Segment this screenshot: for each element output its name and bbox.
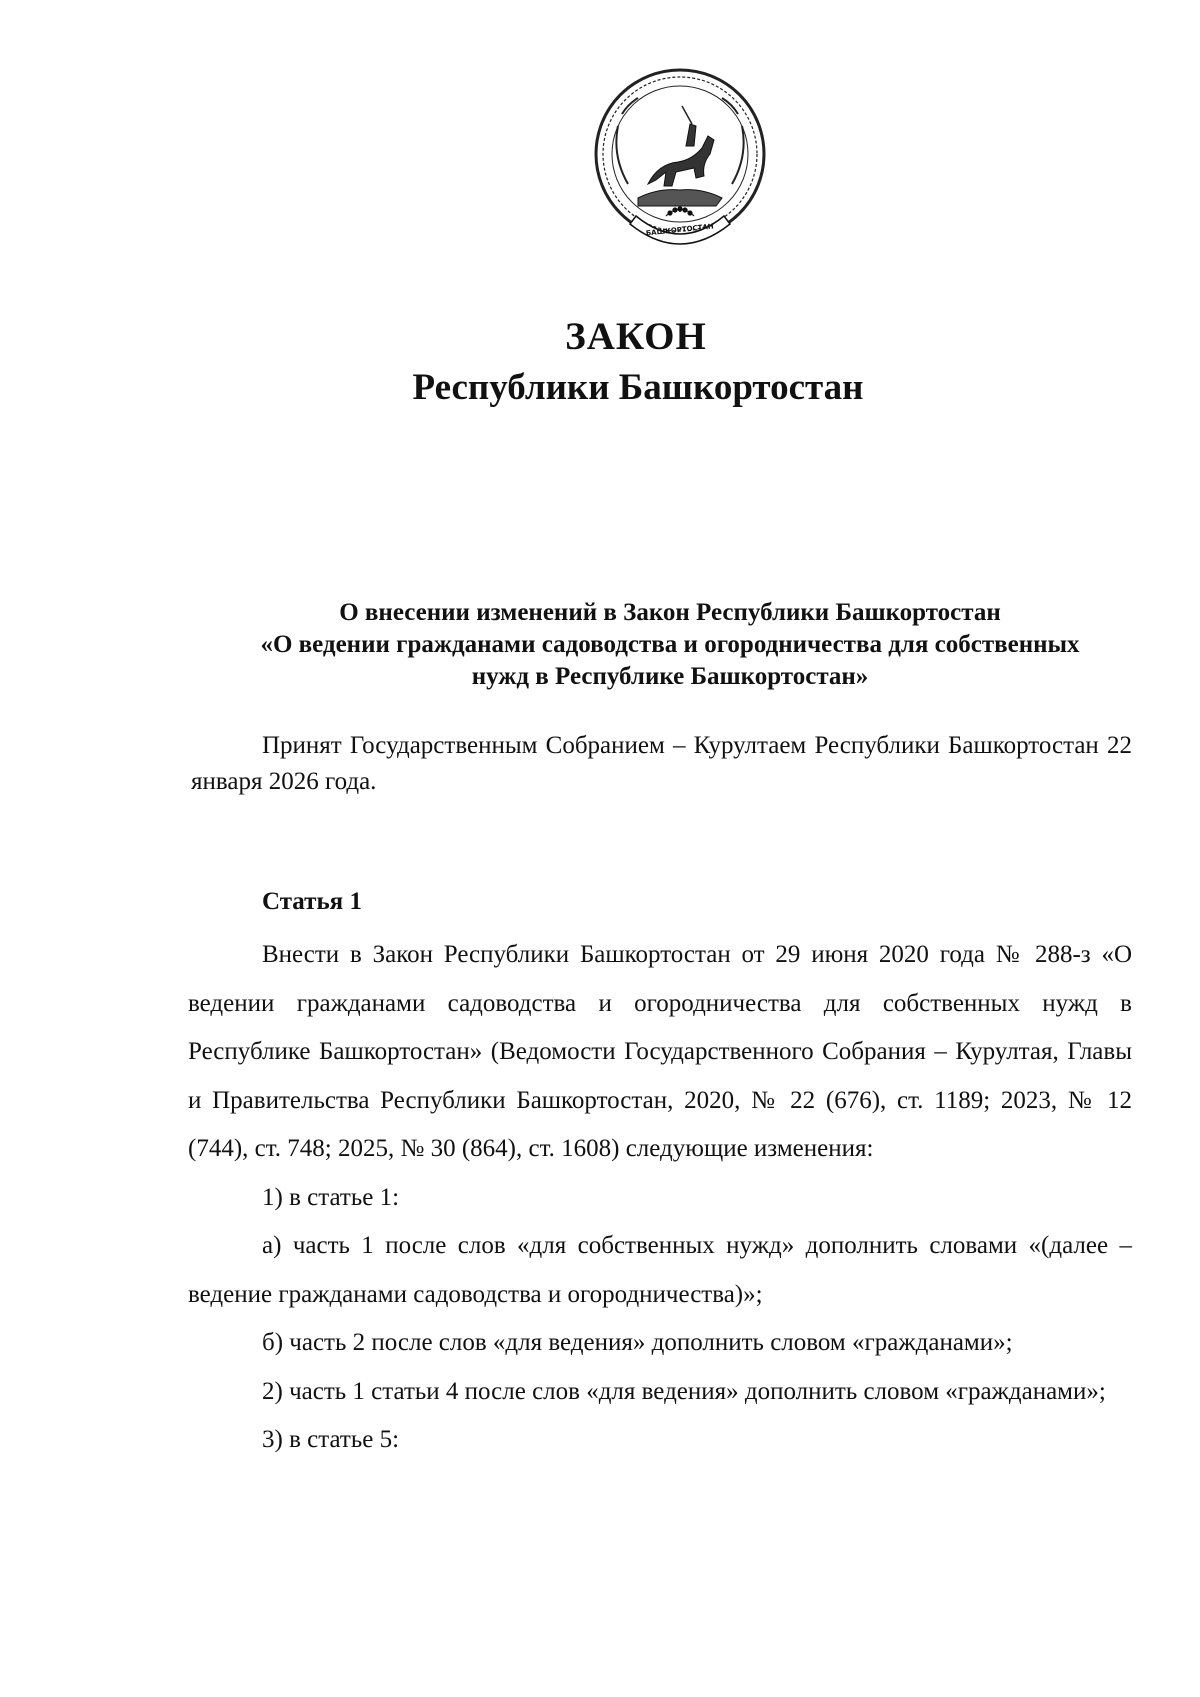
document-subtitle: Республики Башкортостан	[412, 367, 864, 408]
law-name-line: О внесении изменений в Закон Республики Башкортостан	[339, 599, 1001, 626]
coat-of-arms-emblem	[588, 66, 772, 256]
svg-text:БАШКОРТОСТАН: БАШКОРТОСТАН	[645, 222, 715, 238]
article-intro: Внести в Закон Республики Башкортостан от 29 июня 2020 года № 288-з «О ведении гражданами садоводства и огородничества для собственных нужд в Республике Башкортостан» (Ведомости Государственного Собрания – Курултая, Главы и Правительства Республики Башкортостан, 2020, № 22 (676), ст. 1189; 2023, № 12 (744), ст. 748; 2025, № 30 (864), ст. 1608) следующие изменения:	[188, 941, 1132, 1162]
article-item: 2) часть 1 статьи 4 после слов «для ведения» дополнить словом «гражданами»;	[262, 1377, 1106, 1405]
article-item: а) часть 1 после слов «для собственных нужд» дополнить словами «(далее – ведение гражданами садоводства и огородничества)»;	[188, 1232, 1132, 1308]
article-heading: Статья 1	[262, 888, 362, 915]
document-title: ЗАКОН	[565, 315, 707, 358]
law-name	[200, 597, 1140, 693]
law-name-line: «О ведении гражданами садоводства и огородничества для собственных	[260, 631, 1080, 658]
law-name-line: нужд в Республике Башкортостан»	[471, 663, 869, 690]
article-item: б) часть 2 после слов «для ведения» дополнить словом «гражданами»;	[262, 1329, 1013, 1356]
article-item: 1) в статье 1:	[262, 1183, 400, 1211]
article-item: 3) в статье 5:	[262, 1426, 400, 1453]
adoption-note: Принят Государственным Собранием – Курултаем Республики Башкортостан 22 января 2026 года.	[191, 732, 1132, 795]
article-body	[188, 931, 1132, 1465]
